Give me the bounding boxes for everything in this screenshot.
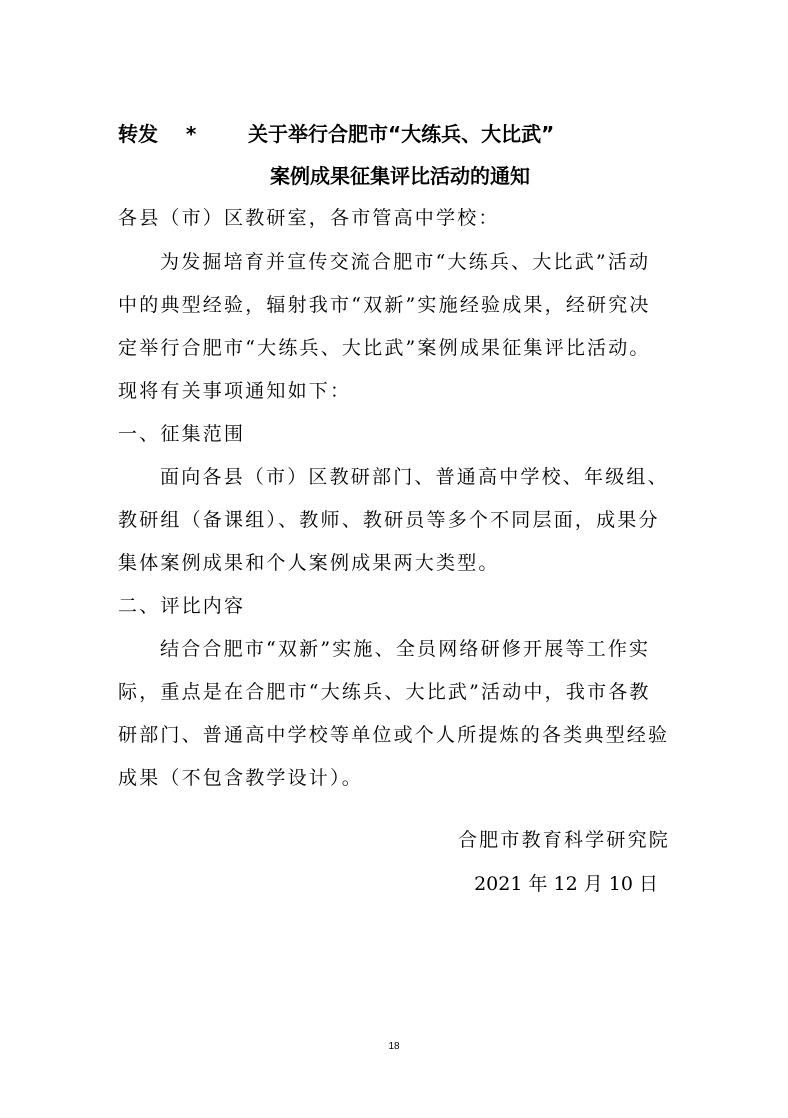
section-1-line: 面向各县（市）区教研部门、普通高中学校、年级组、 <box>160 466 669 488</box>
section-2-line: 成果（不包含教学设计）。 <box>118 767 363 789</box>
signature-date: 2021 年 12 月 10 日 <box>474 873 658 895</box>
section-2-line: 结合合肥市“双新”实施、全员网络研修开展等工作实 <box>160 638 651 660</box>
section-2-heading: 二、评比内容 <box>118 595 246 617</box>
document-title-line-2: 案例成果征集评比活动的通知 <box>270 164 530 188</box>
section-1-heading: 一、征集范围 <box>118 423 246 445</box>
title-text-1: 关于举行合肥市“大练兵、大比武” <box>248 122 555 146</box>
section-2-line: 际，重点是在合肥市“大练兵、大比武”活动中，我市各教 <box>118 681 651 703</box>
signature-org: 合肥市教育科学研究院 <box>457 829 670 851</box>
asterisk-mark: * <box>185 122 197 146</box>
page-number: 18 <box>388 1041 400 1052</box>
intro-line: 中的典型经验，辐射我市“双新”实施经验成果，经研究决 <box>118 294 651 316</box>
intro-line: 现将有关事项通知如下： <box>118 380 352 402</box>
section-1-line: 集体案例成果和个人案例成果两大类型。 <box>118 552 500 574</box>
intro-line: 为发掘培育并宣传交流合肥市“大练兵、大比武”活动 <box>160 251 651 273</box>
forward-label: 转发 * <box>118 122 197 146</box>
document-title-line-1 <box>118 124 554 144</box>
section-2-line: 研部门、普通高中学校等单位或个人所提炼的各类典型经验 <box>118 724 670 746</box>
section-1-line: 教研组（备课组）、教师、教研员等多个不同层面，成果分 <box>118 509 660 531</box>
salutation: 各县（市）区教研室，各市管高中学校： <box>118 207 500 229</box>
intro-line: 定举行合肥市“大练兵、大比武”案例成果征集评比活动。 <box>118 337 651 359</box>
